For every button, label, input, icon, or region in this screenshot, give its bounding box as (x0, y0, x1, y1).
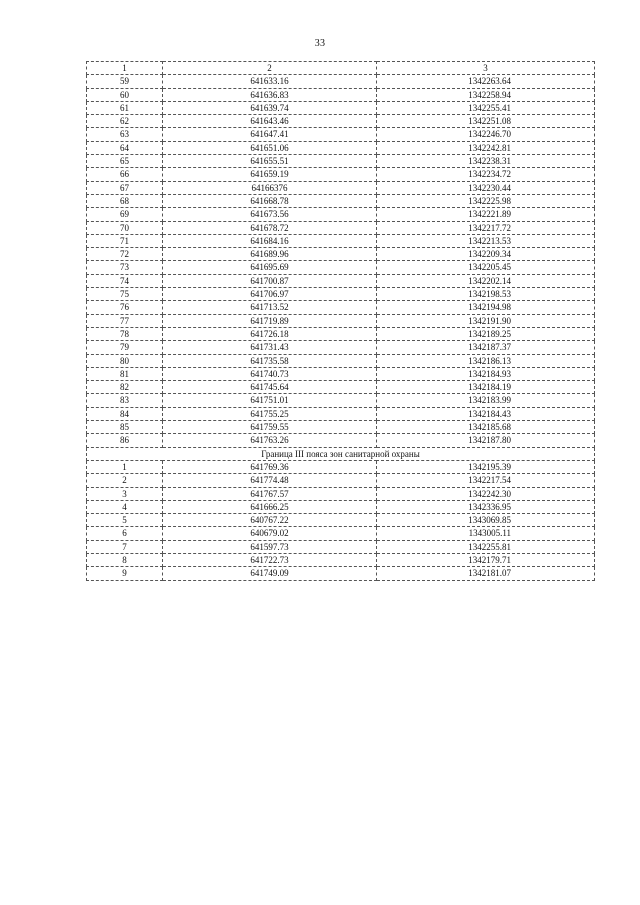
y-coordinate-cell: 1342336.95 (377, 500, 595, 513)
y-coordinate-cell: 1342198.53 (377, 288, 595, 301)
point-number-cell: 5 (87, 514, 163, 527)
table-header-row (87, 62, 595, 75)
y-coordinate-cell: 1342230.44 (377, 181, 595, 194)
x-coordinate-cell: 641726.18 (163, 327, 377, 340)
y-coordinate-cell: 1342187.80 (377, 434, 595, 447)
point-number-cell: 75 (87, 288, 163, 301)
x-coordinate-cell: 640679.02 (163, 527, 377, 540)
point-number-cell: 80 (87, 354, 163, 367)
table-row (87, 394, 595, 407)
x-coordinate-cell: 641731.43 (163, 341, 377, 354)
table-row (87, 101, 595, 114)
table-row (87, 474, 595, 487)
y-coordinate-cell: 1342184.93 (377, 367, 595, 380)
y-coordinate-cell: 1342217.72 (377, 221, 595, 234)
x-coordinate-cell: 641639.74 (163, 101, 377, 114)
point-number-cell: 7 (87, 540, 163, 553)
table-row (87, 553, 595, 566)
table-row (87, 168, 595, 181)
x-coordinate-cell: 641633.16 (163, 75, 377, 88)
section-heading: Граница III пояса зон санитарной охраны (87, 447, 595, 460)
y-coordinate-cell: 1342246.70 (377, 128, 595, 141)
table-row (87, 274, 595, 287)
y-coordinate-cell: 1342183.99 (377, 394, 595, 407)
point-number-cell: 84 (87, 407, 163, 420)
point-number-cell: 76 (87, 301, 163, 314)
x-coordinate-cell: 641673.56 (163, 208, 377, 221)
x-coordinate-cell: 641643.46 (163, 115, 377, 128)
point-number-cell: 85 (87, 421, 163, 434)
x-coordinate-cell: 641774.48 (163, 474, 377, 487)
x-coordinate-cell: 641763.26 (163, 434, 377, 447)
y-coordinate-cell: 1342263.64 (377, 75, 595, 88)
y-coordinate-cell: 1342213.53 (377, 234, 595, 247)
table-row (87, 128, 595, 141)
point-number-cell: 81 (87, 367, 163, 380)
x-coordinate-cell: 641719.89 (163, 314, 377, 327)
table-row (87, 540, 595, 553)
x-coordinate-cell: 641706.97 (163, 288, 377, 301)
table-row (87, 75, 595, 88)
y-coordinate-cell: 1342179.71 (377, 553, 595, 566)
table-row (87, 194, 595, 207)
y-coordinate-cell: 1343069.85 (377, 514, 595, 527)
x-coordinate-cell: 641666.25 (163, 500, 377, 513)
y-coordinate-cell: 1342195.39 (377, 460, 595, 473)
y-coordinate-cell: 1342186.13 (377, 354, 595, 367)
table-row (87, 434, 595, 447)
header-cell-point: 1 (87, 62, 163, 75)
y-coordinate-cell: 1342209.34 (377, 248, 595, 261)
page-number: 33 (314, 38, 326, 49)
point-number-cell: 6 (87, 527, 163, 540)
table-row (87, 181, 595, 194)
point-number-cell: 82 (87, 381, 163, 394)
y-coordinate-cell: 1342187.37 (377, 341, 595, 354)
point-number-cell: 2 (87, 474, 163, 487)
point-number-cell: 68 (87, 194, 163, 207)
y-coordinate-cell: 1342258.94 (377, 88, 595, 101)
x-coordinate-cell: 641689.96 (163, 248, 377, 261)
x-coordinate-cell: 641759.55 (163, 421, 377, 434)
point-number-cell: 79 (87, 341, 163, 354)
table-row (87, 234, 595, 247)
y-coordinate-cell: 1342184.19 (377, 381, 595, 394)
table-row (87, 88, 595, 101)
point-number-cell: 62 (87, 115, 163, 128)
table-row (87, 367, 595, 380)
x-coordinate-cell: 641749.09 (163, 567, 377, 580)
x-coordinate-cell: 641695.69 (163, 261, 377, 274)
x-coordinate-cell: 641668.78 (163, 194, 377, 207)
coordinates-table (86, 61, 595, 581)
y-coordinate-cell: 1342181.07 (377, 567, 595, 580)
point-number-cell: 78 (87, 327, 163, 340)
point-number-cell: 77 (87, 314, 163, 327)
x-coordinate-cell: 64166376 (163, 181, 377, 194)
x-coordinate-cell: 641597.73 (163, 540, 377, 553)
table-row (87, 500, 595, 513)
y-coordinate-cell: 1342238.31 (377, 155, 595, 168)
x-coordinate-cell: 641678.72 (163, 221, 377, 234)
x-coordinate-cell: 640767.22 (163, 514, 377, 527)
table-row (87, 248, 595, 261)
point-number-cell: 65 (87, 155, 163, 168)
point-number-cell: 8 (87, 553, 163, 566)
table-row (87, 288, 595, 301)
point-number-cell: 73 (87, 261, 163, 274)
table-row (87, 155, 595, 168)
y-coordinate-cell: 1342221.89 (377, 208, 595, 221)
table-row (87, 567, 595, 580)
y-coordinate-cell: 1342202.14 (377, 274, 595, 287)
point-number-cell: 1 (87, 460, 163, 473)
point-number-cell: 4 (87, 500, 163, 513)
y-coordinate-cell: 1342185.68 (377, 421, 595, 434)
x-coordinate-cell: 641655.51 (163, 155, 377, 168)
x-coordinate-cell: 641745.64 (163, 381, 377, 394)
point-number-cell: 71 (87, 234, 163, 247)
x-coordinate-cell: 641755.25 (163, 407, 377, 420)
header-cell-y: 3 (377, 62, 595, 75)
point-number-cell: 60 (87, 88, 163, 101)
x-coordinate-cell: 641659.19 (163, 168, 377, 181)
point-number-cell: 69 (87, 208, 163, 221)
y-coordinate-cell: 1342251.08 (377, 115, 595, 128)
y-coordinate-cell: 1342194.98 (377, 301, 595, 314)
x-coordinate-cell: 641735.58 (163, 354, 377, 367)
table-row (87, 341, 595, 354)
table-row (87, 514, 595, 527)
table-row (87, 460, 595, 473)
point-number-cell: 74 (87, 274, 163, 287)
x-coordinate-cell: 641769.36 (163, 460, 377, 473)
table-row (87, 421, 595, 434)
point-number-cell: 86 (87, 434, 163, 447)
y-coordinate-cell: 1342255.41 (377, 101, 595, 114)
point-number-cell: 9 (87, 567, 163, 580)
point-number-cell: 66 (87, 168, 163, 181)
x-coordinate-cell: 641647.41 (163, 128, 377, 141)
y-coordinate-cell: 1342217.54 (377, 474, 595, 487)
x-coordinate-cell: 641684.16 (163, 234, 377, 247)
table-row (87, 221, 595, 234)
table-row (87, 261, 595, 274)
x-coordinate-cell: 641751.01 (163, 394, 377, 407)
table-row (87, 115, 595, 128)
point-number-cell: 72 (87, 248, 163, 261)
table-row (87, 314, 595, 327)
point-number-cell: 61 (87, 101, 163, 114)
point-number-cell: 67 (87, 181, 163, 194)
x-coordinate-cell: 641713.52 (163, 301, 377, 314)
x-coordinate-cell: 641767.57 (163, 487, 377, 500)
y-coordinate-cell: 1342234.72 (377, 168, 595, 181)
coordinates-table-body (87, 62, 595, 581)
table-row (87, 301, 595, 314)
table-row (87, 487, 595, 500)
y-coordinate-cell: 1342191.90 (377, 314, 595, 327)
y-coordinate-cell: 1342205.45 (377, 261, 595, 274)
x-coordinate-cell: 641700.87 (163, 274, 377, 287)
header-cell-x: 2 (163, 62, 377, 75)
table-row (87, 327, 595, 340)
table-row (87, 527, 595, 540)
y-coordinate-cell: 1342255.81 (377, 540, 595, 553)
point-number-cell: 59 (87, 75, 163, 88)
x-coordinate-cell: 641636.83 (163, 88, 377, 101)
y-coordinate-cell: 1342242.30 (377, 487, 595, 500)
table-row (87, 208, 595, 221)
point-number-cell: 83 (87, 394, 163, 407)
section-heading-row (87, 447, 595, 460)
point-number-cell: 64 (87, 141, 163, 154)
y-coordinate-cell: 1343005.11 (377, 527, 595, 540)
y-coordinate-cell: 1342242.81 (377, 141, 595, 154)
y-coordinate-cell: 1342189.25 (377, 327, 595, 340)
point-number-cell: 70 (87, 221, 163, 234)
y-coordinate-cell: 1342184.43 (377, 407, 595, 420)
x-coordinate-cell: 641651.06 (163, 141, 377, 154)
point-number-cell: 3 (87, 487, 163, 500)
x-coordinate-cell: 641722.73 (163, 553, 377, 566)
y-coordinate-cell: 1342225.98 (377, 194, 595, 207)
table-row (87, 141, 595, 154)
point-number-cell: 63 (87, 128, 163, 141)
table-row (87, 354, 595, 367)
table-row (87, 407, 595, 420)
table-row (87, 381, 595, 394)
x-coordinate-cell: 641740.73 (163, 367, 377, 380)
